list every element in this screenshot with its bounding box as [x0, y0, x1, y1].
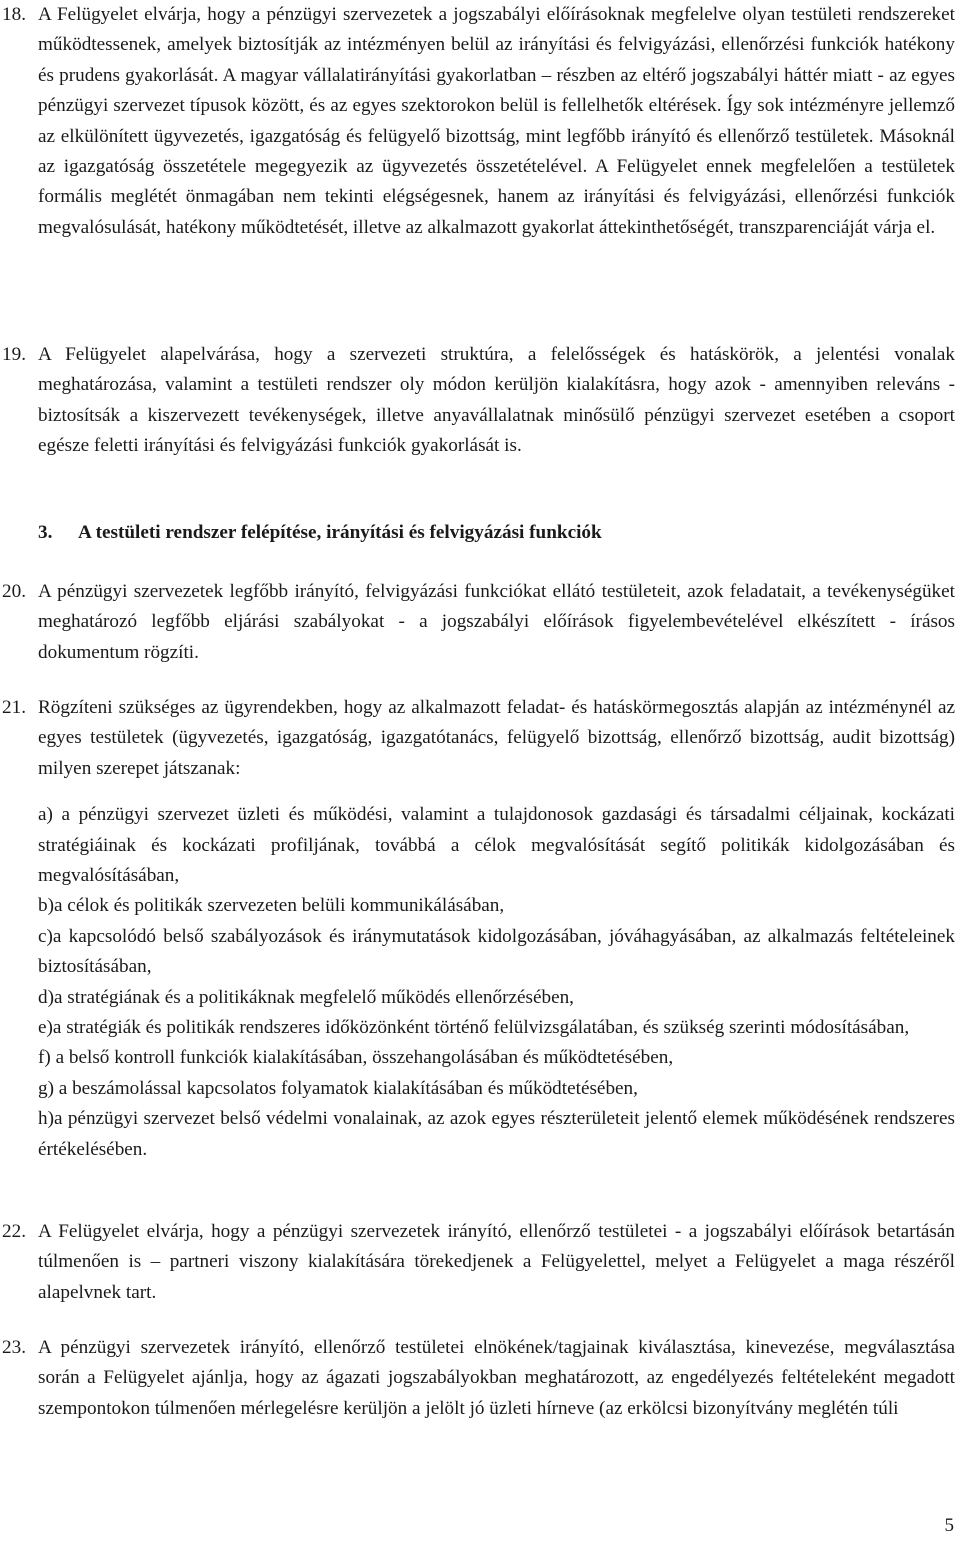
list-item: g) a beszámolással kapcsolatos folyamatok kialakításában és működtetésében,	[38, 1077, 638, 1099]
paragraph-text: A Felügyelet elvárja, hogy a pénzügyi szervezetek a jogszabályi előírásoknak megfelelve olyan testületi rendszereket működtessenek, amelyek biztosítják az intézményen belül az irányítási és felvigyázási, ellenőrzési funkciók hatékony és prudens gyakorlását. A magyar vállalatirányítási gyakorlatban – részben az eltérő jogszabályi háttér miatt - az egyes pénzügyi szervezet típusok között, és az egyes szektorokon belül is fellelhetők eltérések. Így sok intézményre jellemző az elkülönített ügyvezetés, igazgatóság és felügyelő bizottság, mint legfőbb irányító és ellenőrző testületek. Másoknál az igazgatóság összetétele megegyezik az ügyvezetés összetételével. A Felügyelet ennek megfelelően a testületek formális meglétét önmagában nem tekinti elégségesnek, hanem az irányítási és felvigyázási, ellenőrzési funkciók megvalósulását, hatékony működtetését, illetve az alkalmazott gyakorlat áttekinthetőségét, transzparenciáját várja el.	[38, 4, 955, 238]
page-number: 5	[944, 1515, 954, 1536]
paragraph-number: 22.	[2, 1221, 26, 1242]
list-item: c)a kapcsolódó belső szabályozások és iránymutatások kidolgozásában, jóváhagyásában, az alkalmazás feltételeinek biztosításában,	[38, 925, 955, 978]
section-title: A testületi rendszer felépítése, irányítási és felvigyázási funkciók	[78, 522, 602, 543]
paragraph-number: 19.	[2, 344, 26, 365]
paragraph-22	[0, 1217, 960, 1308]
paragraph-body	[38, 693, 955, 1165]
paragraph-20	[0, 577, 960, 668]
paragraph-text: A Felügyelet alapelvárása, hogy a szervezeti struktúra, a felelősségek és hatáskörök, a jelentési vonalak meghatározása, valamint a testületi rendszer oly módon kerüljön kialakításra, hogy azok - amennyiben releváns - biztosítsák a kiszervezett tevékenységek, illetve anyavállalatnak minősülő pénzügyi szervezet esetében a csoport egésze feletti irányítási és felvigyázási funkciók gyakorlását is.	[38, 344, 955, 457]
list-item: h)a pénzügyi szervezet belső védelmi vonalainak, az azok egyes részterületeit jelentő elemek működésének rendszeres értékelésében.	[38, 1108, 955, 1160]
paragraph-number: 21.	[2, 697, 26, 718]
list-item: f) a belső kontroll funkciók kialakításában, összehangolásában és működtetésében,	[38, 1047, 674, 1069]
list-item: d)a stratégiának és a politikáknak megfelelő működés ellenőrzésében,	[38, 986, 574, 1008]
section-heading	[38, 518, 938, 548]
paragraph-21	[0, 693, 960, 1165]
list-item: b)a célok és politikák szervezeten belüli kommunikálásában,	[38, 895, 505, 917]
paragraph-19	[0, 340, 960, 462]
list-item: a) a pénzügyi szervezet üzleti és működési, valamint a tulajdonosok gazdasági és társadalmi céljainak, kockázati stratégiáinak és kockázati profiljának, továbbá a célok megvalósítását segítő politikák kidolgozásában és megvalósításában,	[38, 804, 955, 887]
paragraph-23	[0, 1333, 960, 1424]
paragraph-number: 18.	[2, 4, 26, 25]
role-list	[38, 800, 955, 1165]
paragraph-text: A Felügyelet elvárja, hogy a pénzügyi szervezetek irányító, ellenőrző testületei - a jogszabályi előírások betartásán túlmenően is – partneri viszony kialakítására törekedjenek a Felügyelettel, melyet a Felügyelet a maga részéről alapelvnek tart.	[38, 1221, 955, 1303]
section-number: 3.	[38, 522, 53, 543]
paragraph-text: A pénzügyi szervezetek irányító, ellenőrző testületei elnökének/tagjainak kiválasztása, kinevezése, megválasztása során a Felügyelet ajánlja, hogy az ágazati jogszabályokban meghatározott, az engedélyezés feltételeként megadott szempontokon túlmenően mérlegelésre kerüljön a jelölt jó üzleti hírneve (az erkölcsi bizonyítvány meglétén túli	[38, 1337, 955, 1419]
paragraph-number: 23.	[2, 1337, 26, 1358]
paragraph-18	[0, 0, 960, 243]
paragraph-text: Rögzíteni szükséges az ügyrendekben, hogy az alkalmazott feladat- és hatáskörmegosztás alapján az intézménynél az egyes testületek (ügyvezetés, igazgatóság, igazgatótanács, felügyelő bizottság, ellenőrző bizottság, audit bizottság) milyen szerepet játszanak:	[38, 697, 955, 779]
paragraph-text: A pénzügyi szervezetek legfőbb irányító, felvigyázási funkciókat ellátó testületeit, azok feladatait, a tevékenységüket meghatározó legfőbb eljárási szabályokat - a jogszabályi előírások figyelembevételével elkészített - írásos dokumentum rögzíti.	[38, 581, 955, 663]
paragraph-number: 20.	[2, 581, 26, 602]
list-item: e)a stratégiák és politikák rendszeres időközönként történő felülvizsgálatában, és szükség szerinti módosításában,	[38, 1017, 910, 1039]
